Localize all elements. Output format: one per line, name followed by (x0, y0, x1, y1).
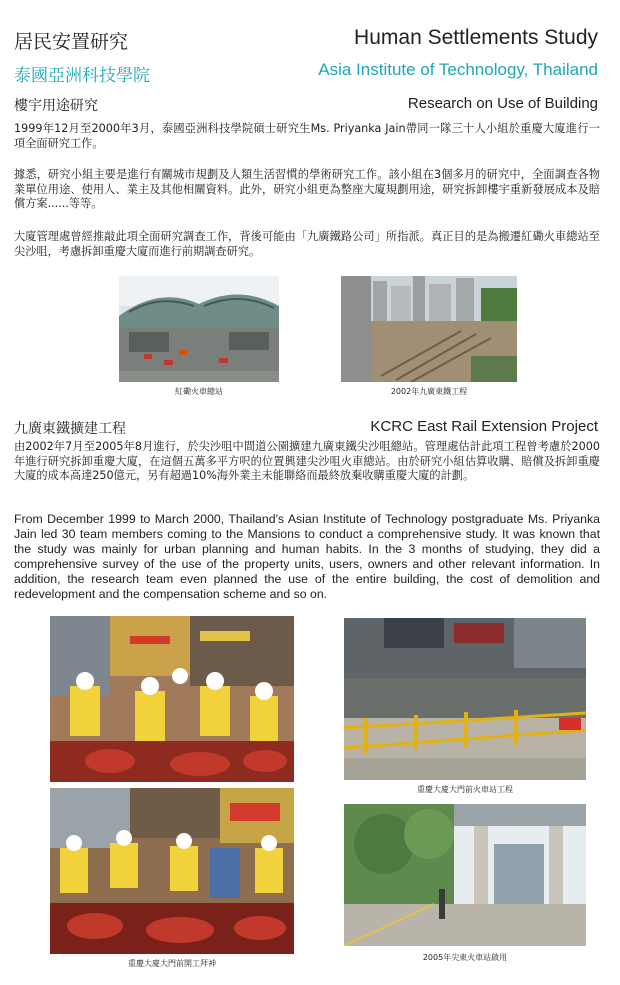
paragraph-3: 大廈管理處曾經推敲此項全面研究調查工作，背後可能由「九廣鐵路公司」所指派。真正目的是為搬遷紅磡火車總站至尖沙咀，考慮拆卸重慶大廈而進行前期調查研究。 (14, 230, 600, 258)
photo-caption: 重慶大廈大門前開工拜神 (128, 959, 216, 968)
section-heading-en: Research on Use of Building (407, 95, 598, 112)
org-name-zh: 泰國亞洲科技學院 (14, 66, 150, 86)
photo-caption: 重慶大廈大門前火車站工程 (417, 785, 513, 794)
section-heading-zh: 樓宇用途研究 (14, 98, 98, 114)
photo-ceremony-1 (50, 616, 294, 782)
photo-caption: 2005年尖東火車站啟用 (422, 953, 508, 962)
photo-ceremony-2 (50, 788, 294, 954)
page-title-en: Human Settlements Study (354, 26, 598, 49)
paragraph-zh: 由2002年7月至2005年8月進行，於尖沙咀中間道公園擴建九廣東鐵尖沙咀總站。管理處估計此項工程曾考慮於2000年進行研究拆卸重慶大廈，在這個五萬多平方呎的位置興建尖沙咀火車總站。由於研究小組估算收購、賠償及拆卸重慶大廈的成本高達250億元，另有超過10%海外業主未能聯絡而最終放棄收購重慶大廈的計劃。 (14, 440, 600, 482)
page-title-zh: 居民安置研究 (14, 31, 129, 53)
photo-station-works (344, 618, 586, 780)
photo-caption: 紅磡火車總站 (175, 387, 223, 396)
section-heading-en: KCRC East Rail Extension Project (370, 418, 598, 435)
photo-east-tst-station-2005 (344, 804, 586, 946)
paragraph-1: 1999年12月至2000年3月，泰國亞洲科技學院碩士研究生Ms. Priyanka Jain帶同一隊三十人小組於重慶大廈進行一項全面研究工作。 (14, 122, 600, 150)
paragraph-en: From December 1999 to March 2000, Thailand's Asian Institute of Technology postgraduate Ms. Priyanka Jain led 30 team members coming to the Mansions to conduct a comprehensive study. It was known that the study was mainly for urban planning and human habits. In the 3 months of studying, they did a comprehensive survey of the use of the property units, users, owners and other relevant information. In addition, the research team even planned the use of the entire building, the cost of demolition and redevelopment and the compensation scheme and so on. (14, 512, 600, 601)
org-name-en: Asia Institute of Technology, Thailand (318, 60, 598, 79)
photo-caption: 2002年九廣東鐵工程 (390, 387, 468, 396)
section-heading-zh: 九廣東鐵擴建工程 (14, 421, 126, 437)
paragraph-2: 據悉，研究小組主要是進行有關城市規劃及人類生活習慣的學術研究工作。該小組在3個多月的研究中，全面調查各物業單位用途、使用人、業主及其他相關資料。此外，研究小組更為整座大廈規劃用途，研究拆卸樓宇重新發展成本及賠償方案......等等。 (14, 168, 600, 210)
photo-hung-hom-station (119, 276, 279, 382)
photo-east-rail-works-2002 (341, 276, 517, 382)
